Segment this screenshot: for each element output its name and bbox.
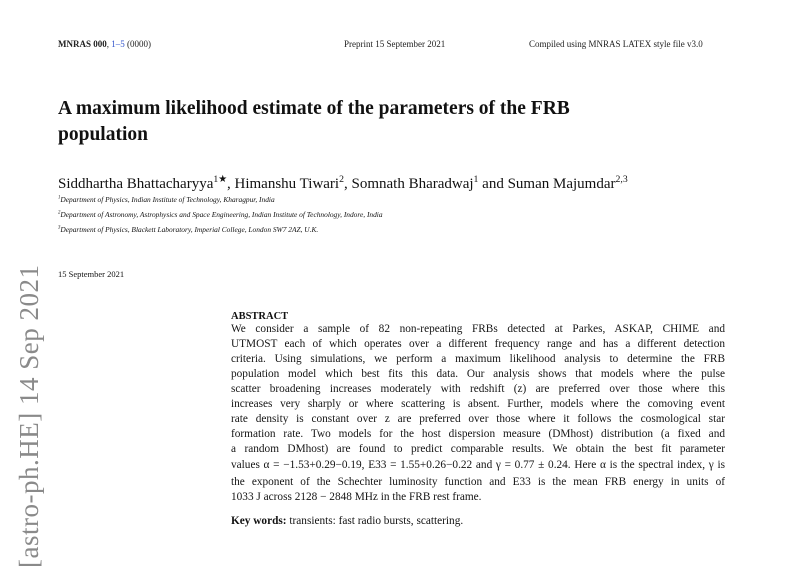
abstract-line: the exponent of the Schechter luminosity function and E33 is the mean FRB energy in units of [231,476,725,488]
abstract-line: rate density is constant over z are preferred over those where it follows the cosmological star [231,413,725,425]
author-affiliation-marker: 2,3 [615,174,628,185]
journal-pages-link[interactable]: 1–5 [111,39,125,49]
preprint-date: Preprint 15 September 2021 [344,39,446,49]
abstract-line: UTMOST each of which operates over a different frequency range and has a different detection [231,338,725,350]
compiled-note: Compiled using MNRAS LATEX style file v3.0 [529,39,703,49]
author-name: Somnath Bharadwaj [351,176,474,192]
author-affiliation-marker: 1 [473,174,479,185]
abstract-line: increases very sharply or where scattering is absent. Further, models where the comoving event [231,398,725,410]
keywords [231,515,463,527]
journal-volume: 000 [93,39,107,49]
abstract-line: We consider a sample of 82 non-repeating FRBs detected at Parkes, ASKAP, CHIME and [231,323,725,335]
keywords-text: transients: fast radio bursts, scattering. [289,515,464,527]
author-name: Himanshu Tiwari [234,176,340,192]
keywords-label: Key words: [231,515,287,527]
author-list: Siddhartha Bhattacharyya$^{1★}$, Himanshu Tiwari$^2$, Somnath Bharadwaj$^1$ and Suman Majumdar$^{2,3}$ [58,174,628,192]
author-name: Siddhartha Bhattacharyya [58,176,214,192]
author-name: Suman Majumdar [507,176,616,192]
abstract-heading: ABSTRACT [231,311,289,322]
affiliation: $^2$Department of Astronomy, Astrophysics and Space Engineering, Indian Institute of Technology, Indore, India [58,210,383,219]
affiliation: $^1$Department of Physics, Indian Institute of Technology, Kharagpur, India [58,195,275,204]
paper-title-line-1: A maximum likelihood estimate of the parameters of the FRB [58,98,570,119]
author-conjunction: and [482,176,504,192]
abstract-line: formation rate. Two models for the host dispersion measure (DMhost) distribution (a fixed and [231,428,725,440]
journal-year: (0000) [127,39,151,49]
abstract-line: 1033 J across 2128 − 2848 MHz in the FRB rest frame. [231,491,482,503]
author-affiliation-marker: 2 [339,174,344,185]
author-affiliation-marker: 1★ [213,174,227,185]
journal-header: MNRAS 000, 1–5 (0000) [58,39,151,49]
abstract-line: population model which best fits this data. Our analysis shows that models where the pulse [231,368,725,380]
arxiv-stamp: [astro-ph.HE] 14 Sep 2021 [14,264,44,568]
journal-name: MNRAS [58,39,91,49]
paper-date: 15 September 2021 [58,269,125,279]
abstract-line: criteria. Using simulations, we perform a maximum likelihood analysis to determine the FRB [231,353,725,365]
abstract-line: values α = −1.53+0.29−0.19, E33 = 1.55+0.26−0.22 and γ = 0.77 ± 0.24. Here α is the spectral index, γ is [231,459,725,471]
affiliation: $^3$Department of Physics, Blackett Laboratory, Imperial College, London SW7 2AZ, U.K. [58,225,319,234]
abstract-line: a random DMhost) are found to predict comparable results. We obtain the best fit parameter [231,443,725,455]
paper-title-line-2: population [58,124,148,145]
abstract-line: scatter broadening increases moderately with redshift (z) are preferred over those where this [231,383,725,395]
